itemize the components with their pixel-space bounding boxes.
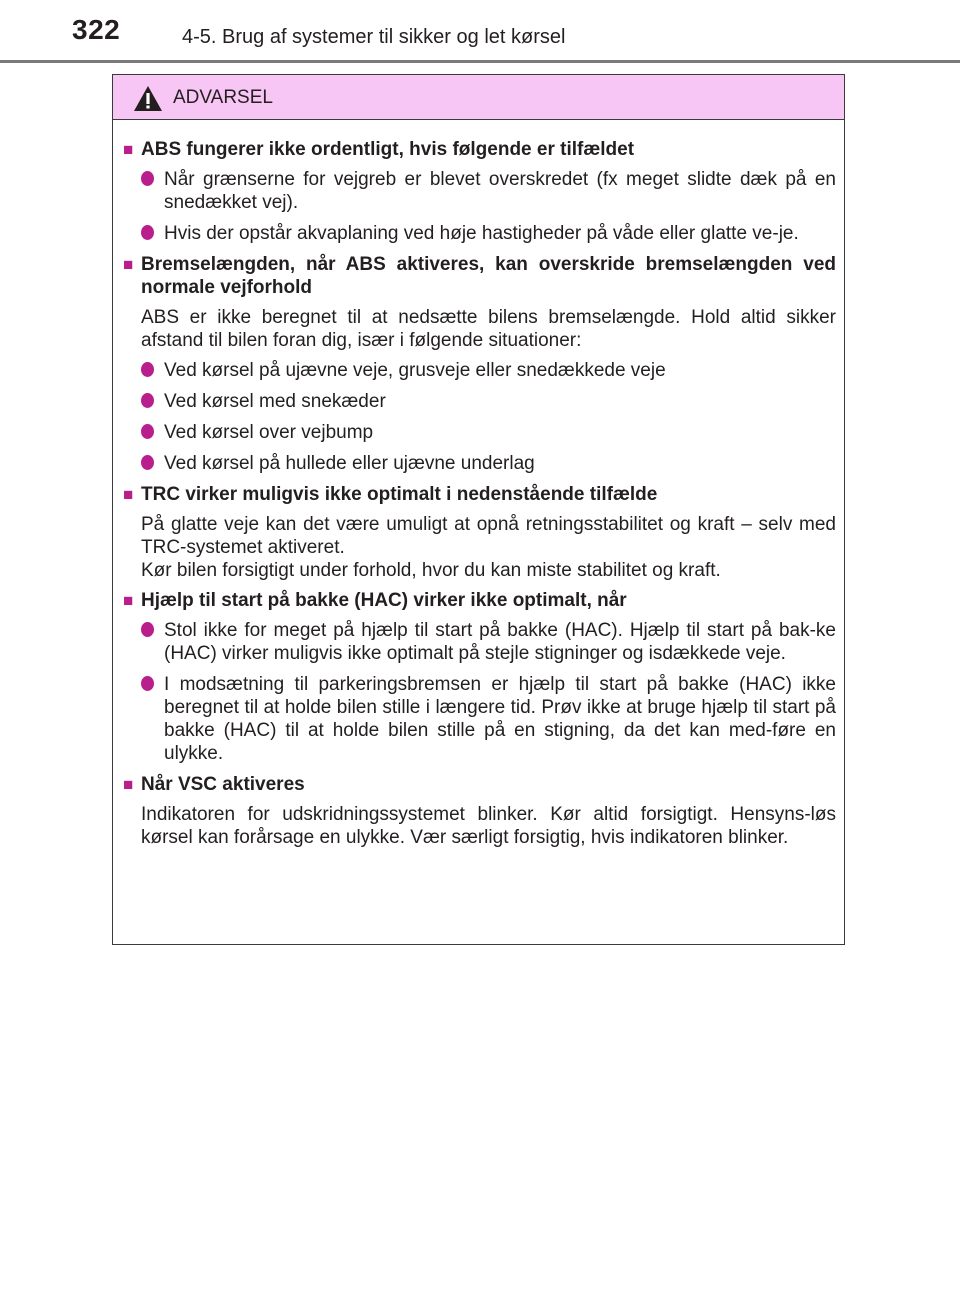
list-item: Ved kørsel over vejbump <box>141 421 836 444</box>
list-item: Ved kørsel med snekæder <box>141 390 836 413</box>
square-bullet-icon: ■ <box>123 775 134 794</box>
list-item: Ved kørsel på ujævne veje, grusveje eller snedækkede veje <box>141 359 836 382</box>
round-bullet-icon <box>141 390 148 413</box>
section-heading: ■ Hjælp til start på bakke (HAC) virker ikke optimalt, når <box>123 590 627 611</box>
round-bullet-icon <box>141 168 148 214</box>
round-bullet-icon <box>141 619 148 665</box>
list-item: Når grænserne for vejgreb er blevet overskredet (fx meget slidte dæk på en snedækket vej). <box>141 168 836 214</box>
section-heading: ■ TRC virker muligvis ikke optimalt i nedenstående tilfælde <box>123 484 658 505</box>
section-paragraph: ABS er ikke beregnet til at nedsætte bilens bremselængde. Hold altid sikker afstand til bilen foran dig, især i følgende situationer: <box>141 307 836 351</box>
section-heading: ■ Når VSC aktiveres <box>123 774 305 795</box>
section-title: 4-5. Brug af systemer til sikker og let kørsel <box>182 26 566 48</box>
section-paragraph: På glatte veje kan det være umuligt at opnå retningsstabilitet og kraft – selv med TRC-systemet aktiveret. Kør bilen forsigtigt under forhold, hvor du kan miste stabilitet og kraft. <box>141 514 836 581</box>
page-header <box>0 0 960 66</box>
round-bullet-icon <box>141 421 148 444</box>
list-item: Ved kørsel på hullede eller ujævne underlag <box>141 452 836 475</box>
round-bullet-icon <box>141 359 148 382</box>
page-number: 322 <box>72 14 121 45</box>
round-bullet-icon <box>141 673 148 765</box>
warning-triangle-icon <box>133 85 163 112</box>
warning-header <box>113 75 844 120</box>
square-bullet-icon: ■ <box>123 255 134 274</box>
list-item: Hvis der opstår akvaplaning ved høje hastigheder på våde eller glatte ve-je. <box>141 222 836 245</box>
warning-label: ADVARSEL <box>173 87 273 108</box>
list-item: Stol ikke for meget på hjælp til start på bakke (HAC). Hjælp til start på bak-ke (HAC) virker muligvis ikke optimalt på stejle stigninger og isdækkede veje. <box>141 619 836 665</box>
warning-body <box>113 120 844 849</box>
section-paragraph: Indikatoren for udskridningssystemet blinker. Kør altid forsigtigt. Hensyns-løs kørsel kan forårsage en ulykke. Vær særligt forsigtig, hvis indikatoren blinker. <box>141 804 836 848</box>
square-bullet-icon: ■ <box>123 140 134 159</box>
warning-box <box>112 74 845 945</box>
list-item: I modsætning til parkeringsbremsen er hjælp til start på bakke (HAC) ikke beregnet til at holde bilen stille i længere tid. Prøv ikke at bruge hjælp til start på bakke (HAC) til at holde bilen stille på en stigning, da det kan med-føre en ulykke. <box>141 673 836 765</box>
square-bullet-icon: ■ <box>123 485 134 504</box>
section-heading: ■ Bremselængden, når ABS aktiveres, kan overskride bremselængden ved normale vejforhold <box>123 254 836 298</box>
section-heading: ■ ABS fungerer ikke ordentligt, hvis følgende er tilfældet <box>123 139 635 160</box>
square-bullet-icon: ■ <box>123 591 134 610</box>
round-bullet-icon <box>141 222 148 245</box>
header-divider <box>0 60 960 63</box>
round-bullet-icon <box>141 452 148 475</box>
